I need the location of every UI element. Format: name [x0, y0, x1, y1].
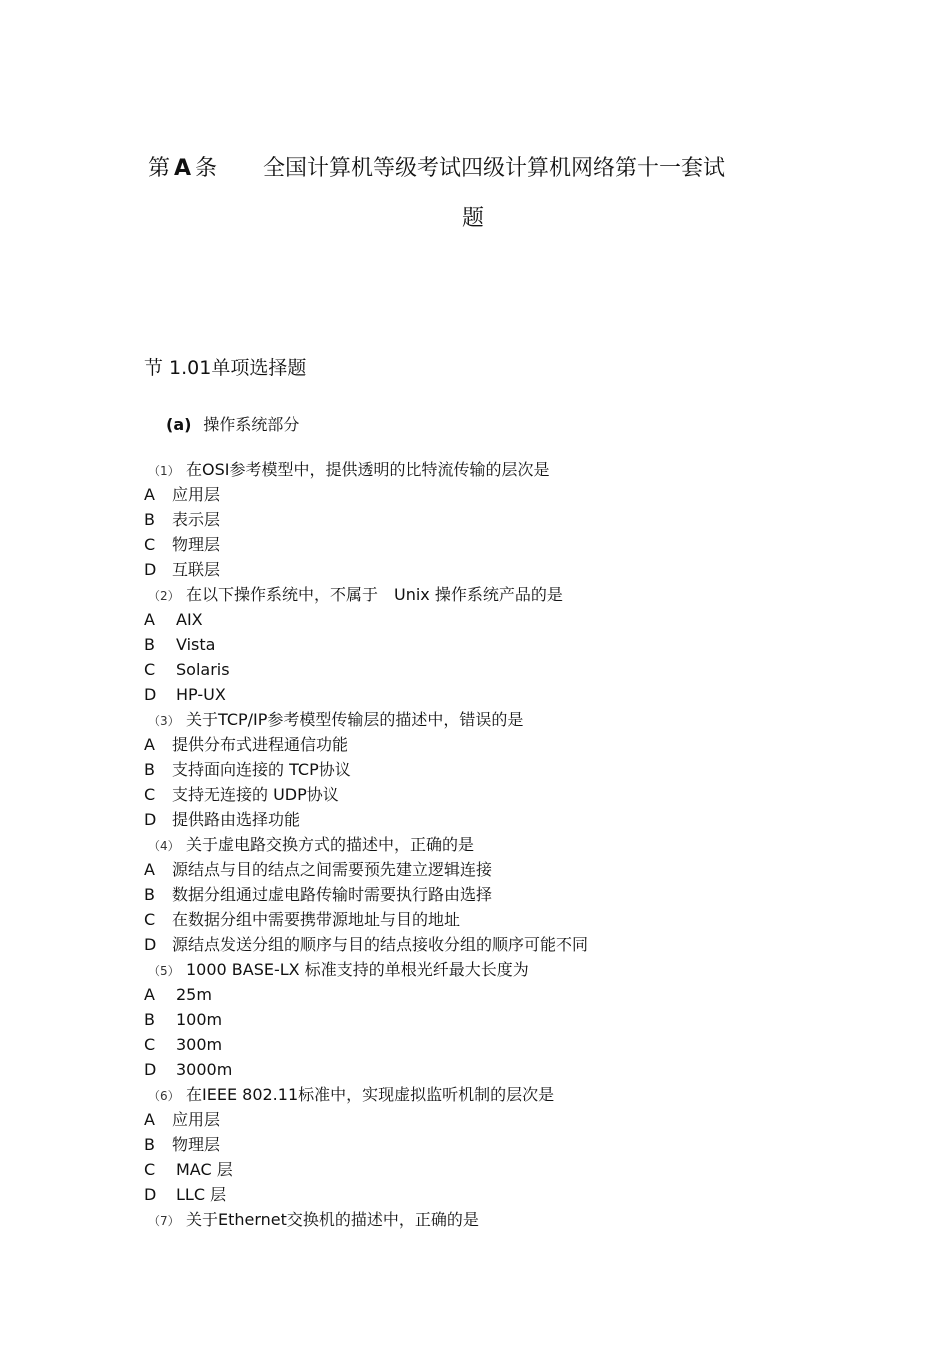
answer-option [144, 507, 844, 532]
answer-option [144, 1107, 844, 1132]
option-text: 应用层 [172, 1110, 221, 1129]
question-text: 1000 BASE-LX 标准支持的单根光纤最大长度为 [186, 960, 529, 979]
answer-option [144, 682, 844, 707]
option-letter: A [144, 1110, 155, 1129]
answer-option [144, 782, 844, 807]
subsection-label: 操作系统部分 [203, 415, 300, 434]
option-letter: C [144, 535, 156, 554]
option-text: 物理层 [172, 1135, 221, 1154]
question-number: （2） [148, 589, 180, 603]
option-text: MAC 层 [176, 1160, 233, 1179]
question-text: 在IEEE 802.11标准中，实现虚拟监听机制的层次是 [186, 1085, 555, 1104]
option-text: 100m [176, 1010, 223, 1029]
option-text: 表示层 [172, 510, 221, 529]
option-letter: D [144, 685, 157, 704]
option-letter: D [144, 1185, 157, 1204]
option-text: Vista [176, 635, 216, 654]
option-text: 25m [176, 985, 212, 1004]
answer-option [144, 882, 844, 907]
answer-option [144, 732, 844, 757]
title-main: 全国计算机等级考试四级计算机网络第十一套试 [263, 156, 726, 181]
answer-option [144, 657, 844, 682]
title-prefix: 第 A 条 [148, 156, 218, 181]
question-text: 在OSI参考模型中，提供透明的比特流传输的层次是 [186, 460, 550, 479]
answer-option [144, 632, 844, 657]
answer-option [144, 757, 844, 782]
option-text: 源结点发送分组的顺序与目的结点接收分组的顺序可能不同 [172, 935, 589, 954]
answer-option [144, 607, 844, 632]
answer-option [144, 1007, 844, 1032]
answer-option [144, 532, 844, 557]
option-text: LLC 层 [176, 1185, 227, 1204]
option-letter: C [144, 785, 156, 804]
question-number: （1） [148, 464, 180, 478]
option-letter: B [144, 885, 155, 904]
option-text: AIX [176, 610, 203, 629]
answer-option [144, 982, 844, 1007]
answer-option [144, 932, 844, 957]
question-item [144, 582, 844, 607]
question-item [144, 707, 844, 732]
option-letter: D [144, 810, 157, 829]
answer-option [144, 1182, 844, 1207]
option-text: 在数据分组中需要携带源地址与目的地址 [172, 910, 461, 929]
section-heading: 节 1.01单项选择题 [144, 357, 307, 379]
option-text: Solaris [176, 660, 230, 679]
answer-option [144, 482, 844, 507]
answer-option [144, 857, 844, 882]
answer-option [144, 1032, 844, 1057]
question-number: （6） [148, 1089, 180, 1103]
option-letter: D [144, 560, 157, 579]
question-item [144, 957, 844, 982]
subsection-heading [166, 413, 299, 437]
option-letter: D [144, 935, 157, 954]
question-item [144, 832, 844, 857]
option-text: 提供分布式进程通信功能 [172, 735, 349, 754]
question-text: 在以下操作系统中，不属于 Unix 操作系统产品的是 [186, 585, 563, 604]
answer-option [144, 1157, 844, 1182]
option-text: HP-UX [176, 685, 226, 704]
question-text: 关于虚电路交换方式的描述中，正确的是 [186, 835, 475, 854]
question-number: （5） [148, 964, 180, 978]
question-list [144, 457, 844, 1232]
answer-option [144, 1132, 844, 1157]
option-letter: A [144, 860, 155, 879]
option-letter: C [144, 660, 156, 679]
option-text: 物理层 [172, 535, 221, 554]
answer-option [144, 557, 844, 582]
subsection-marker: (a) [166, 415, 192, 434]
option-letter: C [144, 1160, 156, 1179]
question-text: 关于TCP/IP参考模型传输层的描述中，错误的是 [186, 710, 524, 729]
option-text: 提供路由选择功能 [172, 810, 301, 829]
option-letter: B [144, 1135, 155, 1154]
title-wrap-line: 题 [462, 206, 485, 231]
question-item [144, 1082, 844, 1107]
option-letter: C [144, 910, 156, 929]
answer-option [144, 907, 844, 932]
option-text: 3000m [176, 1060, 233, 1079]
option-letter: A [144, 610, 155, 629]
option-letter: A [144, 735, 155, 754]
option-letter: A [144, 985, 155, 1004]
document-title [148, 153, 768, 185]
option-letter: B [144, 1010, 155, 1029]
option-letter: B [144, 635, 155, 654]
question-number: （3） [148, 714, 180, 728]
answer-option [144, 807, 844, 832]
question-item [144, 457, 844, 482]
question-number: （7） [148, 1214, 180, 1228]
option-letter: B [144, 760, 155, 779]
option-text: 应用层 [172, 485, 221, 504]
question-item [144, 1207, 844, 1232]
question-text: 关于Ethernet交换机的描述中，正确的是 [186, 1210, 479, 1229]
question-number: （4） [148, 839, 180, 853]
option-letter: A [144, 485, 155, 504]
option-letter: D [144, 1060, 157, 1079]
option-text: 支持无连接的 UDP协议 [172, 785, 339, 804]
option-text: 互联层 [172, 560, 221, 579]
option-letter: C [144, 1035, 156, 1054]
option-text: 数据分组通过虚电路传输时需要执行路由选择 [172, 885, 493, 904]
option-text: 支持面向连接的 TCP协议 [172, 760, 351, 779]
option-text: 源结点与目的结点之间需要预先建立逻辑连接 [172, 860, 493, 879]
option-text: 300m [176, 1035, 223, 1054]
option-letter: B [144, 510, 155, 529]
answer-option [144, 1057, 844, 1082]
